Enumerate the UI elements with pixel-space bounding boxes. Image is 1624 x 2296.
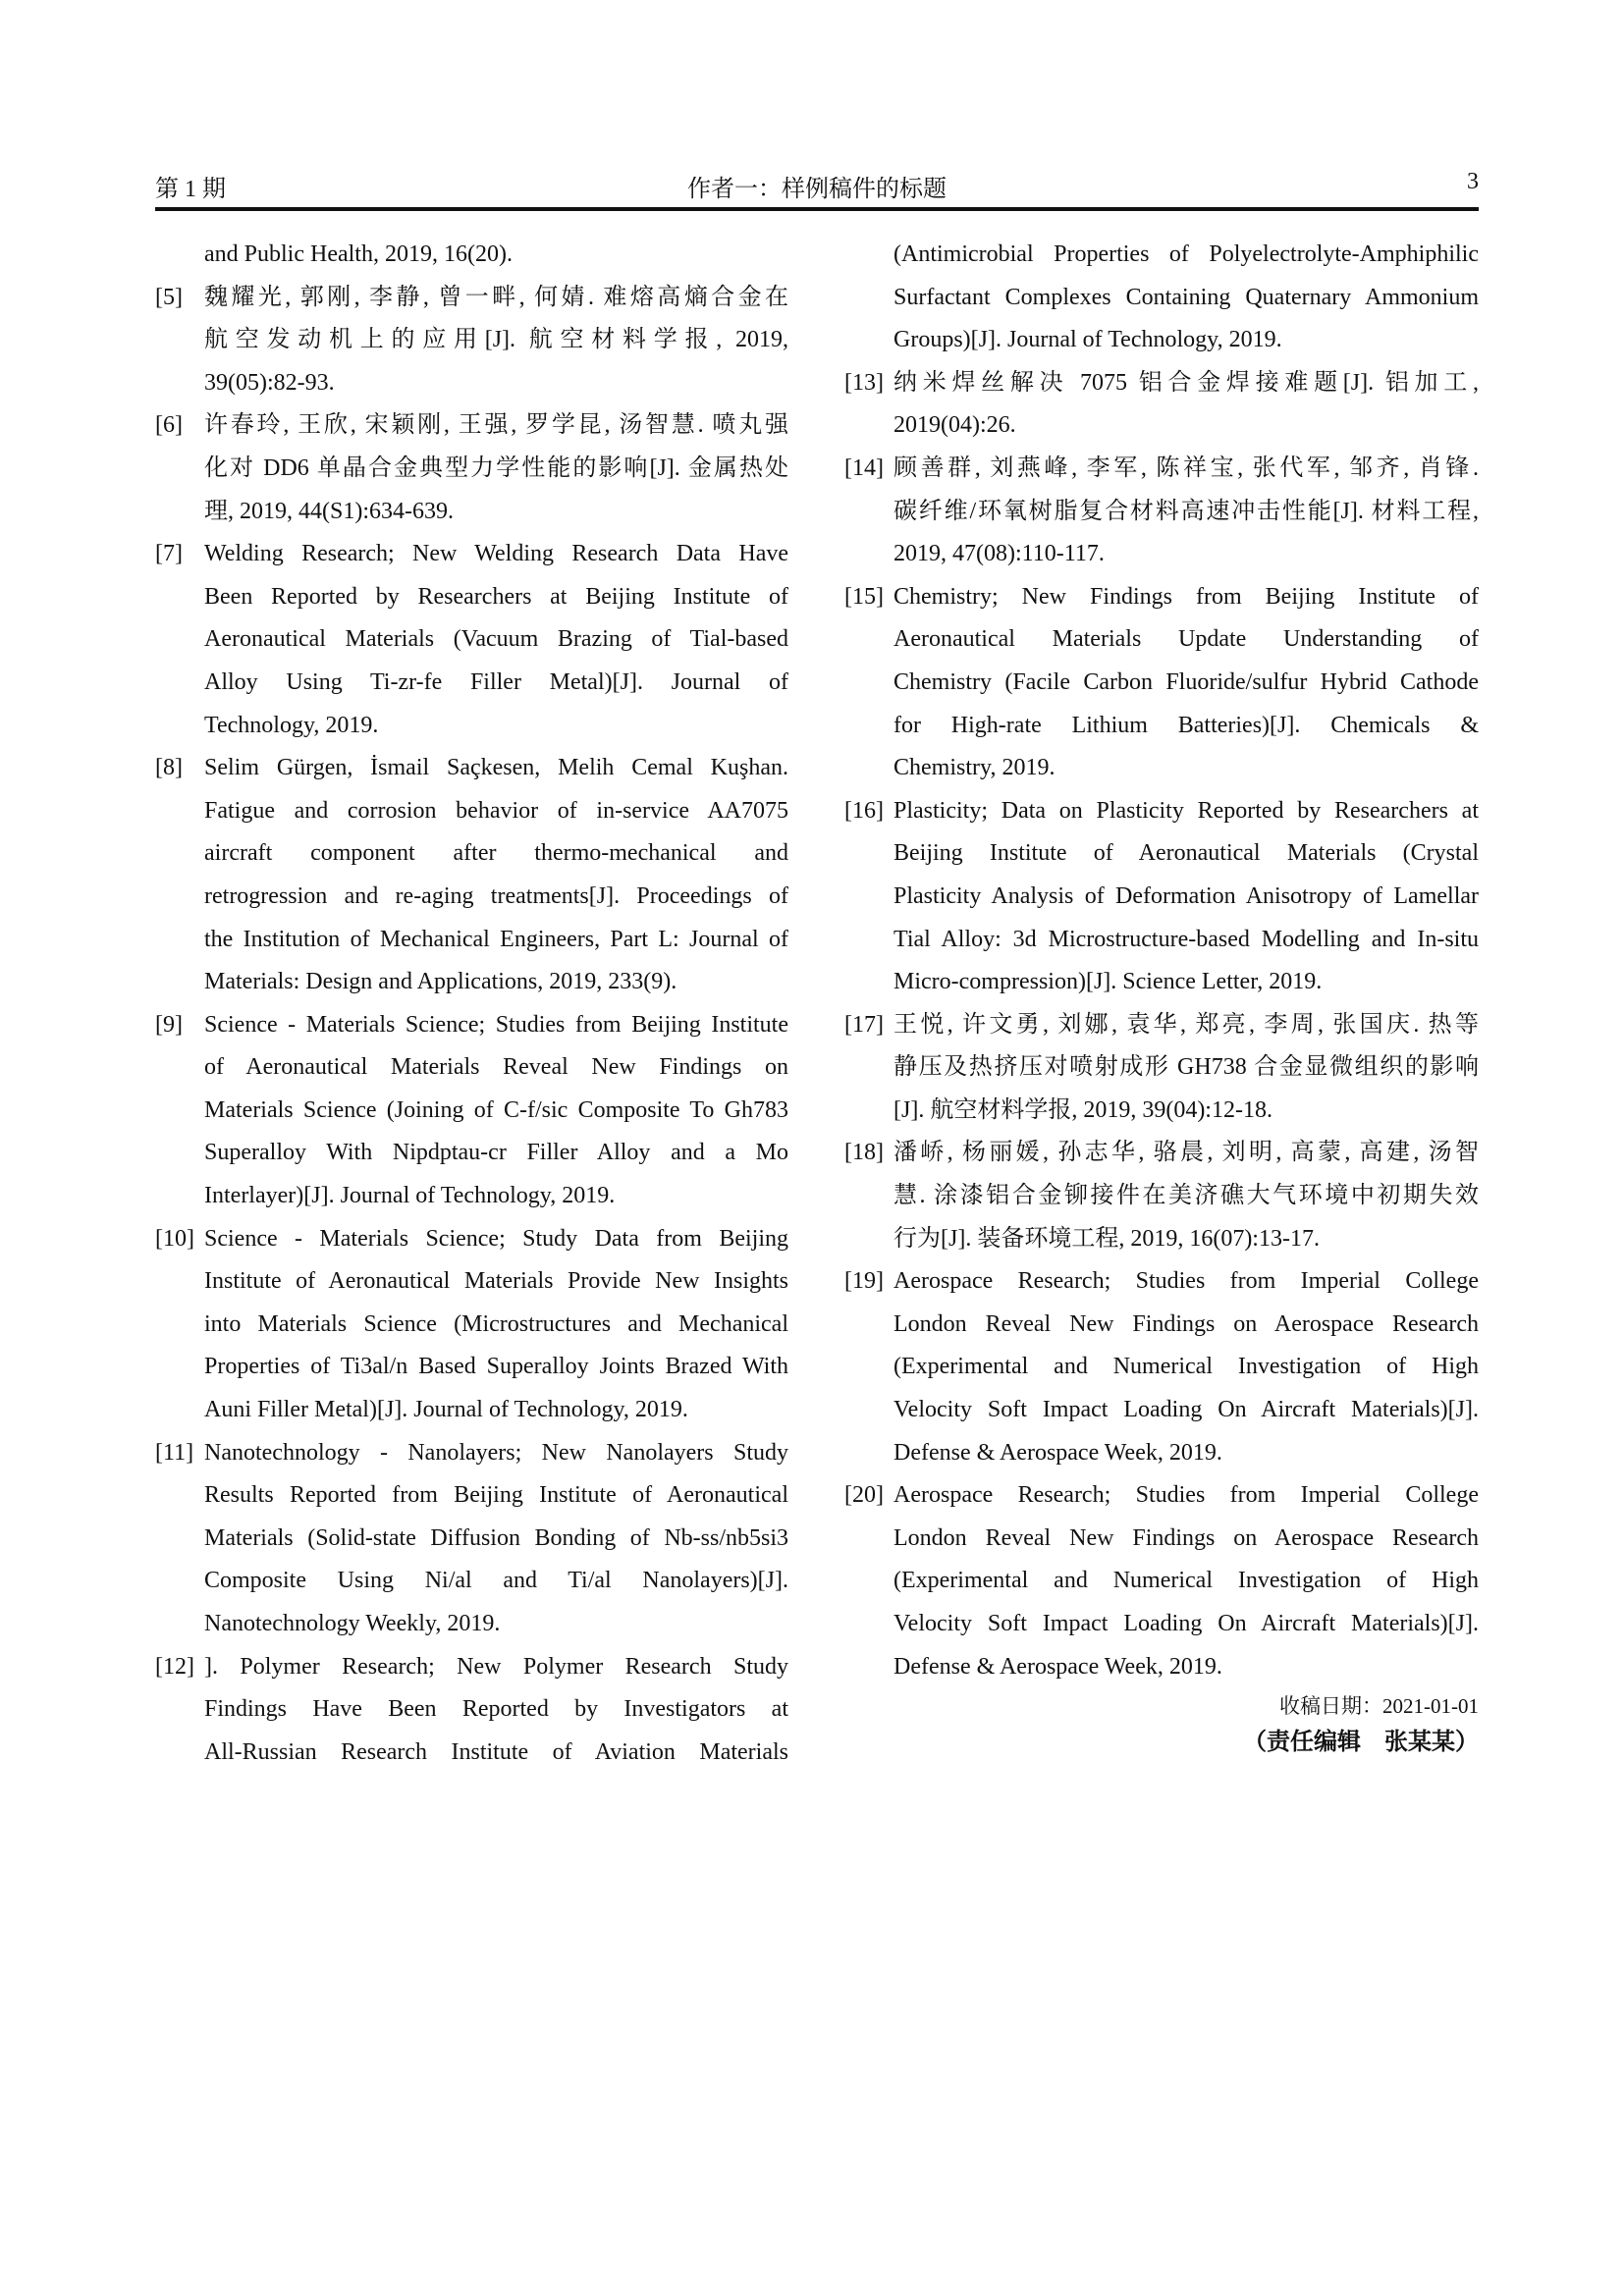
reference-line: Science - Materials Science; Studies from Beijing Institute — [204, 1011, 788, 1038]
reference-line: Aerospace Research; Studies from Imperial College — [893, 1482, 1479, 1509]
reference-line: ]. Polymer Research; New Polymer Research Study — [204, 1653, 788, 1680]
reference-number: [8] — [155, 755, 183, 781]
reference-line: Velocity Soft Impact Loading On Aircraft Materials)[J]. — [893, 1397, 1479, 1423]
reference-line: 39(05):82-93. — [204, 369, 335, 396]
reference-line: 2019(04):26. — [893, 412, 1016, 439]
reference-line: Interlayer)[J]. Journal of Technology, 2019. — [204, 1183, 616, 1209]
reference-number: [18] — [844, 1140, 884, 1166]
references-right-column — [844, 234, 1479, 1759]
reference-item — [844, 362, 1479, 448]
reference-line: 王悦, 许文勇, 刘娜, 袁华, 郑亮, 李周, 张国庆. 热等 — [893, 1011, 1479, 1038]
reference-line: 顾善群, 刘燕峰, 李军, 陈祥宝, 张代军, 邹齐, 肖锋. — [893, 454, 1479, 481]
reference-item — [155, 1218, 788, 1432]
reference-line: 静压及热挤压对喷射成形 GH738 合金显微组织的影响 — [893, 1054, 1479, 1081]
reference-line: and Public Health, 2019, 16(20). — [204, 241, 513, 267]
reference-line: Defense & Aerospace Week, 2019. — [893, 1439, 1222, 1466]
received-date: 收稿日期：2021-01-01 — [1279, 1694, 1479, 1719]
reference-number: [5] — [155, 284, 183, 310]
reference-item — [844, 1474, 1479, 1688]
reference-number: [11] — [155, 1439, 194, 1466]
reference-line: Plasticity; Data on Plasticity Reported by Researchers at — [893, 797, 1479, 824]
reference-line: Welding Research; New Welding Research Data Have — [204, 541, 788, 567]
reference-line: of Aeronautical Materials Reveal New Findings on — [204, 1054, 788, 1081]
reference-line: aircraft component after thermo-mechanical and — [204, 840, 788, 867]
reference-line: (Experimental and Numerical Investigation of High — [893, 1354, 1479, 1380]
page-number: 3 — [1467, 169, 1479, 194]
reference-line: Nanotechnology Weekly, 2019. — [204, 1611, 501, 1636]
reference-number: [16] — [844, 797, 884, 824]
reference-line: Defense & Aerospace Week, 2019. — [893, 1653, 1222, 1680]
reference-line: Findings Have Been Reported by Investigators at — [204, 1696, 788, 1723]
reference-line: Surfactant Complexes Containing Quaternary Ammonium — [893, 284, 1479, 310]
reference-line: for High-rate Lithium Batteries)[J]. Chemicals & — [893, 712, 1479, 738]
reference-line: Composite Using Ni/al and Ti/al Nanolayers)[J]. — [204, 1568, 788, 1594]
reference-line: Tial Alloy: 3d Microstructure-based Modelling and In-situ — [893, 926, 1479, 952]
reference-line: Materials Science (Joining of C-f/sic Composite To Gh783 — [204, 1096, 788, 1123]
reference-number: [7] — [155, 541, 183, 567]
reference-line: Aeronautical Materials Update Understanding of — [893, 626, 1479, 653]
reference-line: Chemistry, 2019. — [893, 755, 1056, 781]
reference-number: [14] — [844, 454, 884, 481]
reference-line: Institute of Aeronautical Materials Provide New Insights — [204, 1268, 788, 1295]
reference-item — [844, 576, 1479, 790]
reference-line: Auni Filler Metal)[J]. Journal of Technology, 2019. — [204, 1397, 688, 1423]
reference-line: 碳纤维/环氧树脂复合材料高速冲击性能[J]. 材料工程, — [893, 498, 1479, 524]
reference-line: All-Russian Research Institute of Aviation Materials — [204, 1738, 788, 1765]
reference-line: Velocity Soft Impact Loading On Aircraft Materials)[J]. — [893, 1611, 1479, 1636]
reference-line: Aeronautical Materials (Vacuum Brazing of Tial-based — [204, 626, 788, 653]
reference-line: Properties of Ti3al/n Based Superalloy Joints Brazed With — [204, 1354, 788, 1380]
reference-line: (Antimicrobial Properties of Polyelectrolyte-Amphiphilic — [893, 241, 1479, 267]
reference-item — [155, 404, 788, 533]
reference-item — [844, 234, 1479, 362]
reference-line: Selim Gürgen, İsmail Saçkesen, Melih Cemal Kuşhan. — [204, 755, 788, 781]
reference-number: [13] — [844, 369, 884, 396]
running-header — [155, 169, 1479, 208]
reference-line: retrogression and re-aging treatments[J]. Proceedings of — [204, 882, 788, 909]
header-title: 作者一：样例稿件的标题 — [687, 177, 947, 202]
reference-line: Chemistry; New Findings from Beijing Institute of — [893, 583, 1479, 610]
reference-number: [15] — [844, 583, 884, 610]
reference-line: 慧. 涂漆铝合金铆接件在美济礁大气环境中初期失效 — [893, 1183, 1479, 1209]
reference-number: [9] — [155, 1011, 183, 1038]
reference-item — [155, 277, 788, 405]
reference-line: Nanotechnology - Nanolayers; New Nanolayers Study — [204, 1439, 788, 1466]
reference-number: [10] — [155, 1225, 194, 1252]
reference-line: Science - Materials Science; Study Data from Beijing — [204, 1225, 788, 1252]
reference-item — [844, 1132, 1479, 1260]
reference-item — [155, 234, 788, 277]
reference-line: Been Reported by Researchers at Beijing Institute of — [204, 583, 788, 610]
reference-line: [J]. 航空材料学报, 2019, 39(04):12-18. — [893, 1096, 1272, 1123]
reference-line: Alloy Using Ti-zr-fe Filler Metal)[J]. Journal of — [204, 668, 788, 695]
reference-item — [155, 747, 788, 1004]
reference-line: 2019, 47(08):110-117. — [893, 541, 1105, 567]
reference-line: London Reveal New Findings on Aerospace Research — [893, 1524, 1479, 1551]
reference-item — [844, 1004, 1479, 1133]
reference-line: 许春玲, 王欣, 宋颖刚, 王强, 罗学昆, 汤智慧. 喷丸强 — [204, 412, 788, 439]
reference-line: Micro-compression)[J]. Science Letter, 2019. — [893, 969, 1323, 995]
reference-number: [6] — [155, 412, 183, 439]
reference-item — [844, 790, 1479, 1004]
reference-number: [20] — [844, 1482, 884, 1509]
reference-line: 化对 DD6 单晶合金典型力学性能的影响[J]. 金属热处 — [204, 454, 788, 481]
reference-line: 潘峤, 杨丽媛, 孙志华, 骆晨, 刘明, 高蒙, 高建, 汤智 — [893, 1140, 1479, 1166]
reference-line: 纳米焊丝解决 7075 铝合金焊接难题[J]. 铝加工, — [893, 369, 1479, 396]
reference-line: Aerospace Research; Studies from Imperial College — [893, 1268, 1479, 1295]
reference-line: 魏耀光, 郭刚, 李静, 曾一畔, 何婧. 难熔高熵合金在 — [204, 284, 788, 310]
reference-item — [155, 1646, 788, 1775]
reference-line: Plasticity Analysis of Deformation Anisotropy of Lamellar — [893, 882, 1479, 909]
reference-line: Materials (Solid-state Diffusion Bonding of Nb-ss/nb5si3 — [204, 1524, 788, 1551]
references-left-column — [155, 234, 788, 1774]
reference-line: 行为[J]. 装备环境工程, 2019, 16(07):13-17. — [893, 1225, 1320, 1252]
reference-line: Materials: Design and Applications, 2019, 233(9). — [204, 969, 677, 995]
reference-line: Technology, 2019. — [204, 712, 379, 738]
reference-line: 理, 2019, 44(S1):634-639. — [204, 498, 454, 524]
reference-line: Results Reported from Beijing Institute of Aeronautical — [204, 1482, 788, 1509]
reference-item — [844, 448, 1479, 576]
reference-line: Chemistry (Facile Carbon Fluoride/sulfur Hybrid Cathode — [893, 668, 1479, 695]
reference-line: 航空发动机上的应用[J]. 航空材料学报, 2019, — [204, 327, 788, 353]
reference-line: Groups)[J]. Journal of Technology, 2019. — [893, 327, 1282, 353]
reference-number: [12] — [155, 1653, 194, 1680]
reference-item — [844, 1260, 1479, 1474]
reference-item — [155, 533, 788, 747]
reference-line: Superalloy With Nipdptau-cr Filler Alloy and a Mo — [204, 1140, 788, 1166]
reference-line: Beijing Institute of Aeronautical Materials (Crystal — [893, 840, 1479, 867]
responsible-editor: （责任编辑 张某某） — [1243, 1728, 1479, 1756]
reference-line: the Institution of Mechanical Engineers, Part L: Journal of — [204, 926, 788, 952]
reference-line: (Experimental and Numerical Investigation of High — [893, 1568, 1479, 1594]
reference-item — [155, 1432, 788, 1646]
reference-line: London Reveal New Findings on Aerospace Research — [893, 1310, 1479, 1337]
reference-line: Fatigue and corrosion behavior of in-service AA7075 — [204, 797, 788, 824]
reference-number: [19] — [844, 1268, 884, 1295]
header-issue: 第 1 期 — [155, 177, 226, 202]
reference-line: into Materials Science (Microstructures and Mechanical — [204, 1310, 788, 1337]
reference-number: [17] — [844, 1011, 884, 1038]
reference-item — [155, 1004, 788, 1218]
header-rule — [155, 207, 1479, 211]
